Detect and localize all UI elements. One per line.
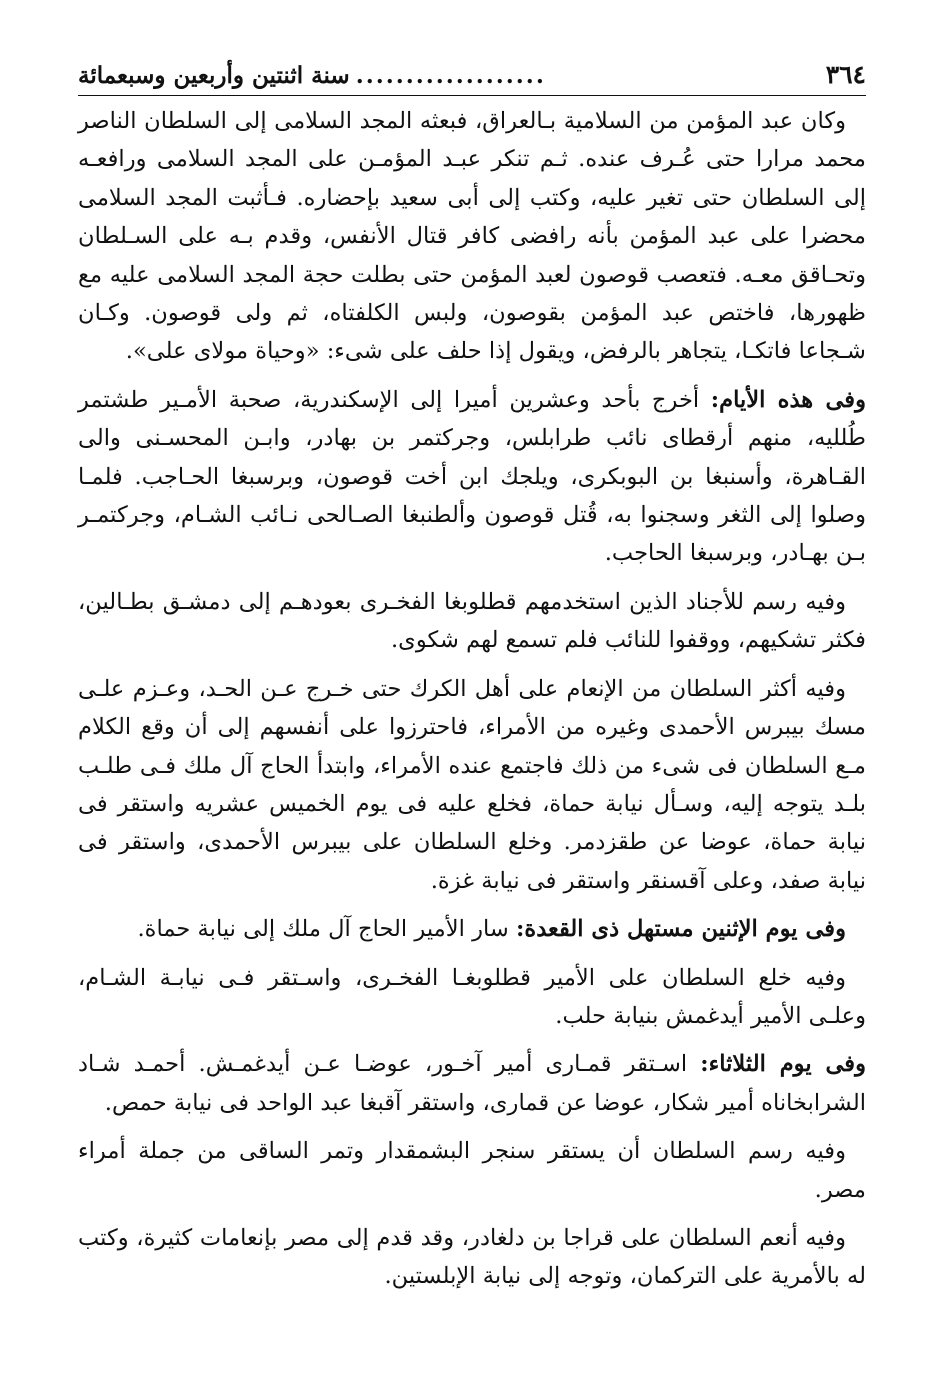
paragraph [78, 102, 866, 371]
paragraph [78, 1219, 866, 1296]
paragraph [78, 910, 866, 948]
page-header [78, 58, 866, 96]
paragraph-lead: وفى هذه الأيام: [710, 386, 866, 413]
paragraph-text: وفيه أنعم السلطان على قراجا بن دلغادر، وقد قدم إلى مصر بإنعامات كثيرة، وكتب له بالأمرية على التركمان، وتوجه إلى نيابة الإبلستين. [78, 1224, 866, 1290]
paragraph-text: وكان عبد المؤمن من السلامية بـالعراق، فبعثه المجد السلامى إلى السلطان الناصر محمد مرارا حتى عُـرف عنده. ثـم تنكر عبـد المؤمـن على المجد السلامى ورافعـه إلى السلطان حتى تغير عليه، وكتب إلى أبى سعيد بإحضاره. فـأثبت المجد السلامى محضرا على عبد المؤمن بأنه رافضى كافر قتال الأنفس، وقدم بـه على السـلطان وتحـاقق معـه. فتعصب قوصون لعبد المؤمن حتى بطلت حجة المجد السلامى عليه مع ظهورها، فاختص عبد المؤمن بقوصون، ولبس الكلفتاه، ثم ولى قوصون. وكـان شـجاعا فاتكـا، يتجاهر بالرفض، ويقول إذا حلف على شىء: «وحياة مولاى على». [78, 108, 866, 365]
paragraph [78, 1045, 866, 1122]
paragraph-text: سار الأمير الحاج آل ملك إلى نيابة حماة. [137, 916, 517, 943]
paragraph-lead: وفى يوم الثلاثاء: [700, 1051, 866, 1078]
paragraph-lead: وفى يوم الإثنين مستهل ذى القعدة: [516, 916, 846, 943]
page-number: ٣٦٤ [825, 60, 866, 89]
book-page [78, 58, 866, 1306]
paragraph-text: وفيه رسم للأجناد الذين استخدمهم قطلوبغا الفخـرى بعودهـم إلى دمشـق بطـالين، فكثر تشكيهم، ووقفوا للنائب فلم تسمع لهم شكوى. [78, 588, 866, 654]
running-title: سنة اثنتين وأربعين وسبعمائة [78, 62, 350, 89]
paragraph-text: اسـتقر قمـارى أمير آخـور، عوضـا عـن أيدغمـش. أحمـد شـاد الشرابخاناه أمير شكار، عوضا عن قمارى، واستقر آقبغا عبد الواحد فى نيابة حمص. [78, 1051, 866, 1116]
paragraph [78, 670, 866, 900]
paragraph [78, 583, 866, 660]
header-dot-leader: ................... [355, 62, 546, 89]
paragraph [78, 381, 866, 573]
paragraph [78, 1132, 866, 1209]
paragraph-text: وفيه خلع السلطان على الأمير قطلوبغـا الفخـرى، واسـتقر فـى نيابـة الشـام، وعلـى الأمير أيدغمش بنيابة حلب. [78, 964, 866, 1029]
page-body [78, 102, 866, 1296]
paragraph-text: وفيه رسم السلطان أن يستقر سنجر البشمقدار وتمر الساقى من جملة أمراء مصر. [78, 1138, 866, 1203]
paragraph-text: أخرج بأحد وعشرين أميرا إلى الإسكندرية، صحبة الأمـير طشتمر طُلليه، منهم أرقطاى نائب طرابلس، وجركتمر بن بهادر، وابـن المحسـنى والى القـاهرة، وأسنبغا بن البوبكرى، ويلجك ابن أخت قوصون، وبرسبغا الحـاجب. فلمـا وصلوا إلى الثغر وسجنوا به، قُتل قوصون وألطنبغا الصـالحى نـائب الشـام، وجركتمـر بـن بهـادر، وبرسبغا الحاجب. [78, 386, 866, 567]
paragraph [78, 959, 866, 1036]
paragraph-text: وفيه أكثر السلطان من الإنعام على أهل الكرك حتى خـرج عـن الحـد، وعـزم علـى مسك بيبرس الأحمدى وغيره من الأمراء، فاحترزوا على أنفسهم إلى أن وقع الكلام مـع السلطان فى شىء من ذلك فاجتمع عنده الأمراء، وابتدأ الحاج آل ملك فـى طلـب بلـد يتوجه إليه، وسـأل نيابة حماة، فخلع عليه فى يوم الخميس عشريه واستقر فى نيابة حماة، عوضا عن طقزدمر. وخلع السلطان على بيبرس الأحمدى، واستقر فى نيابة صفد، وعلى آقسنقر واستقر فى نيابة غزة. [78, 675, 866, 894]
